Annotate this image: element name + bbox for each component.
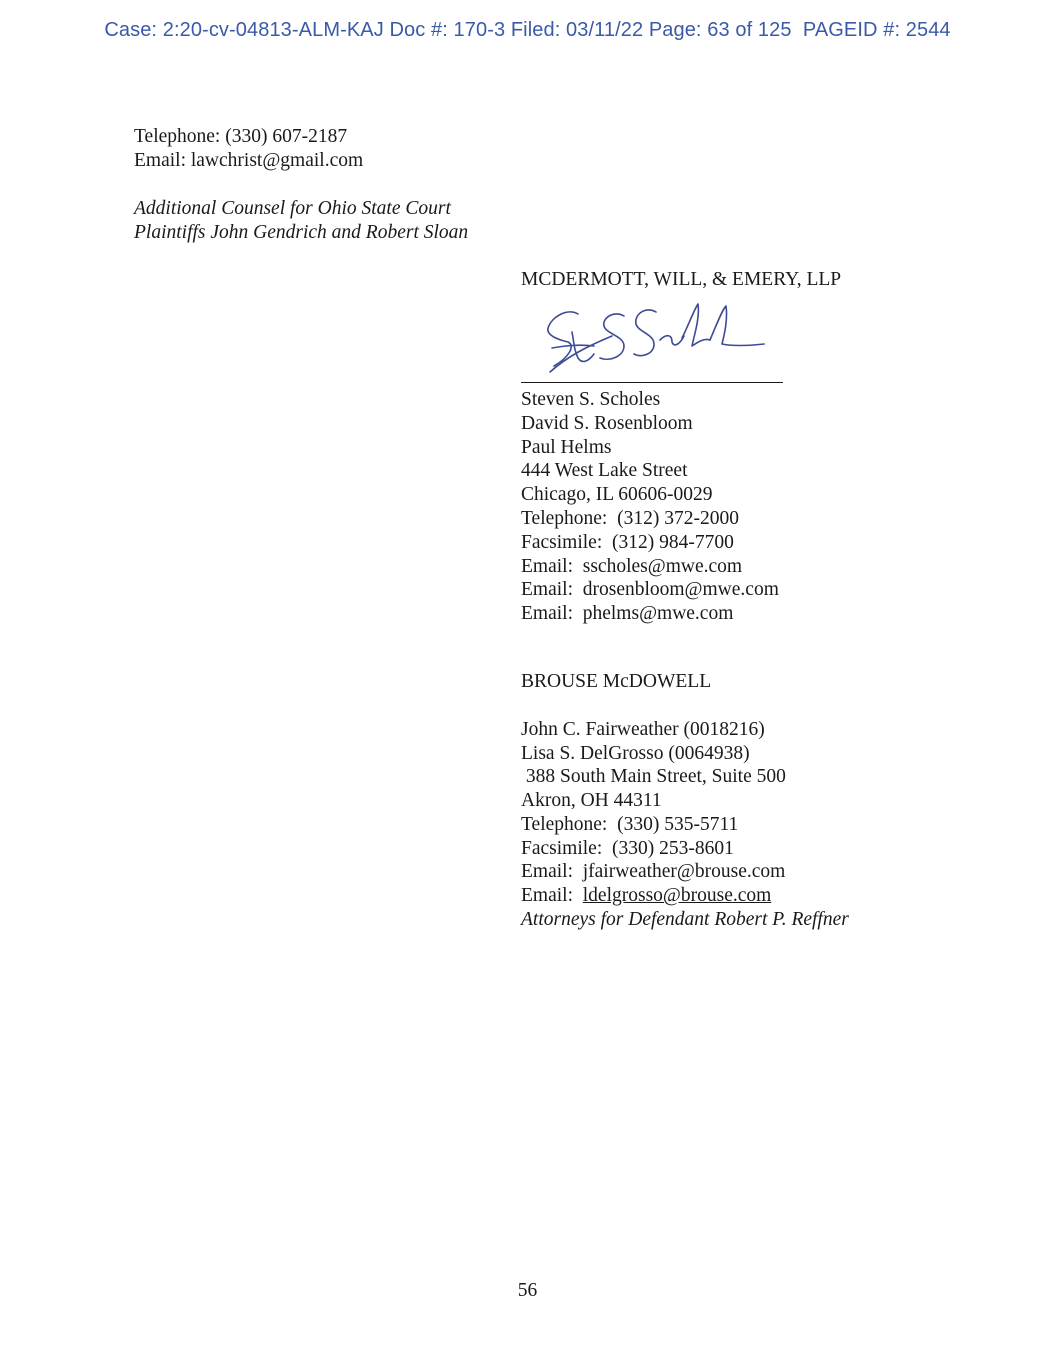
case-header: Case: 2:20-cv-04813-ALM-KAJ Doc #: 170-3 Filed: 03/11/22 Page: 63 of 125 PAGEID #: 2544	[104, 19, 951, 41]
attorney-name: Lisa S. DelGrosso (0064938)	[521, 743, 750, 764]
email-line: Email: phelms@mwe.com	[521, 603, 734, 624]
handwritten-signature	[538, 296, 773, 382]
telephone-line: Telephone: (312) 372-2000	[521, 508, 739, 529]
email-line: Email: drosenbloom@mwe.com	[521, 579, 779, 600]
attorney-name: Steven S. Scholes	[521, 389, 661, 410]
firm-name: BROUSE McDOWELL	[521, 671, 712, 692]
city-address: Akron, OH 44311	[521, 790, 662, 811]
counsel-role-line: Attorneys for Defendant Robert P. Reffner	[521, 909, 849, 930]
signature-line	[521, 382, 783, 383]
facsimile-line: Facsimile: (330) 253-8601	[521, 838, 734, 859]
email-link[interactable]: ldelgrosso@brouse.com	[582, 885, 772, 906]
email-line: Email: jfairweather@brouse.com	[521, 861, 786, 882]
attorney-name: John C. Fairweather (0018216)	[521, 719, 765, 740]
street-address: 444 West Lake Street	[521, 460, 688, 481]
email-line: Email: sscholes@mwe.com	[521, 556, 743, 577]
page-number: 56	[517, 1280, 538, 1301]
facsimile-line: Facsimile: (312) 984-7700	[521, 532, 734, 553]
email-line: Email: lawchrist@gmail.com	[134, 150, 364, 171]
email-label: Email:	[521, 885, 583, 906]
telephone-line: Telephone: (330) 535-5711	[521, 814, 739, 835]
attorney-name: Paul Helms	[521, 437, 612, 458]
firm-name: MCDERMOTT, WILL, & EMERY, LLP	[521, 269, 842, 290]
counsel-role-line: Additional Counsel for Ohio State Court	[134, 198, 451, 219]
attorney-name: David S. Rosenbloom	[521, 413, 693, 434]
city-address: Chicago, IL 60606-0029	[521, 484, 713, 505]
street-address: 388 South Main Street, Suite 500	[521, 766, 786, 787]
telephone-line: Telephone: (330) 607-2187	[134, 126, 348, 147]
email-line	[521, 884, 771, 908]
counsel-role-line: Plaintiffs John Gendrich and Robert Sloan	[134, 222, 469, 243]
